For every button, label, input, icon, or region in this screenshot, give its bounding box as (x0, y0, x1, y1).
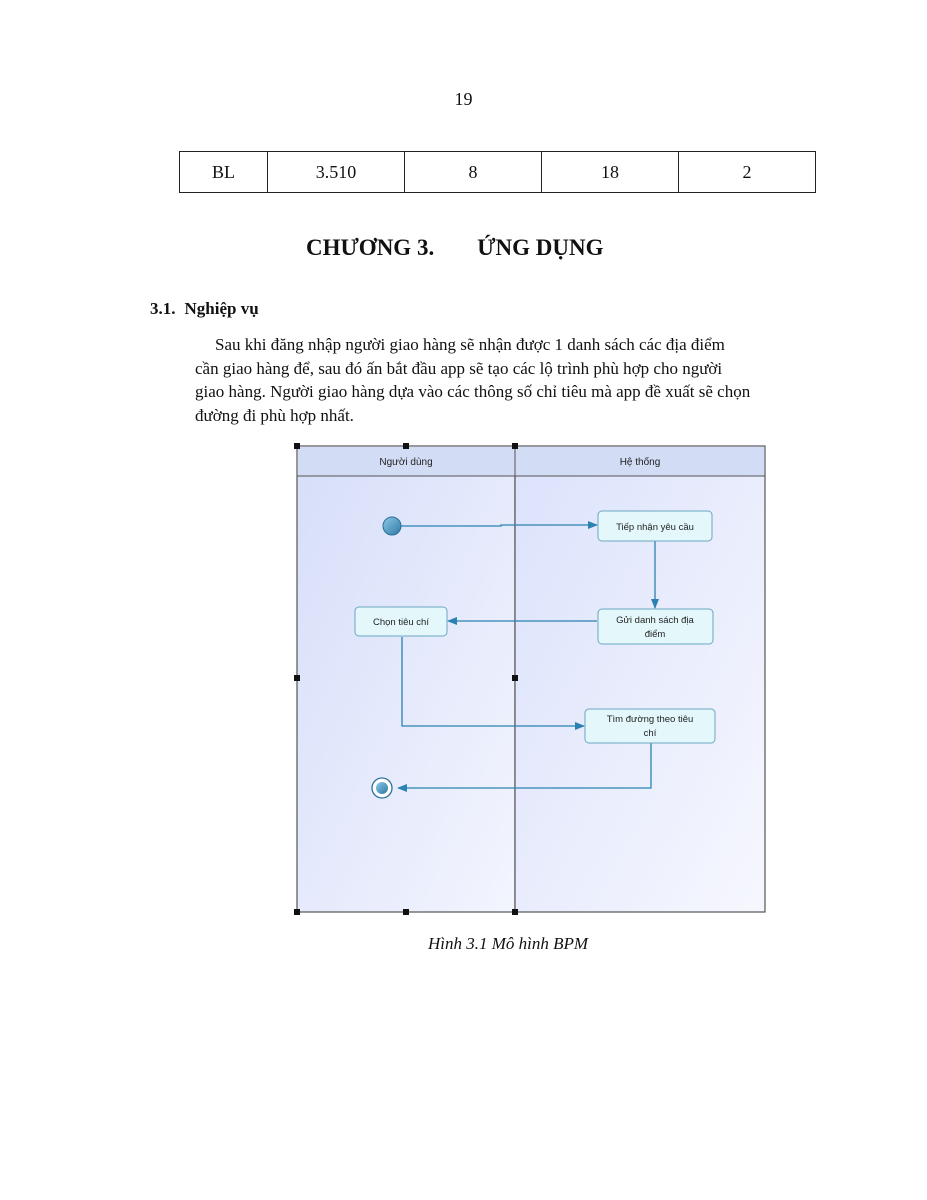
table-row (180, 152, 816, 193)
paragraph-line: giao hàng. Người giao hàng dựa vào các thông số chỉ tiêu mà app đề xuất sẽ chọn (195, 382, 751, 401)
activity-find-route (585, 709, 715, 743)
activity-send-list (598, 609, 713, 644)
table-cell: 18 (542, 152, 679, 193)
table-cell: BL (180, 152, 268, 193)
activity-receive-request (598, 511, 712, 541)
chapter-name: ỨNG DỤNG (477, 235, 604, 260)
start-node (383, 517, 401, 535)
section-heading (150, 299, 259, 319)
activity-label: chí (643, 728, 657, 739)
section-number: 3.1. (150, 299, 176, 318)
data-table (179, 151, 816, 193)
activity-label: Tiếp nhận yêu cầu (616, 522, 694, 533)
paragraph-line: Sau khi đăng nhập người giao hàng sẽ nhận được 1 danh sách các địa điểm (215, 335, 725, 354)
page-number: 19 (454, 89, 473, 109)
table-cell: 8 (405, 152, 542, 193)
paragraph-line: cần giao hàng để, sau đó ấn bắt đầu app sẽ tạo các lộ trình phù hợp cho người (195, 358, 723, 378)
activity-label: Gửi danh sách địa (616, 615, 694, 626)
section-title: Nghiệp vụ (184, 299, 259, 318)
lane-user (297, 446, 515, 912)
activity-choose-criteria (355, 607, 447, 636)
paragraph-line: đường đi phù hợp nhất. (195, 405, 354, 425)
chapter-label: CHƯƠNG 3. (306, 235, 435, 260)
figure-caption: Hình 3.1 Mô hình BPM (427, 934, 589, 953)
chapter-title (306, 235, 603, 261)
table-cell: 2 (679, 152, 816, 193)
activity-label: Chọn tiêu chí (373, 617, 429, 628)
lane-system-label: Hệ thống (619, 457, 661, 468)
bpm-diagram (291, 440, 771, 920)
table-cell: 3.510 (268, 152, 405, 193)
activity-label: Tìm đường theo tiêu (606, 714, 694, 725)
activity-label: điểm (644, 629, 666, 640)
end-node (372, 778, 392, 798)
body-paragraph (195, 333, 840, 427)
lane-user-label: Người dùng (379, 457, 433, 468)
